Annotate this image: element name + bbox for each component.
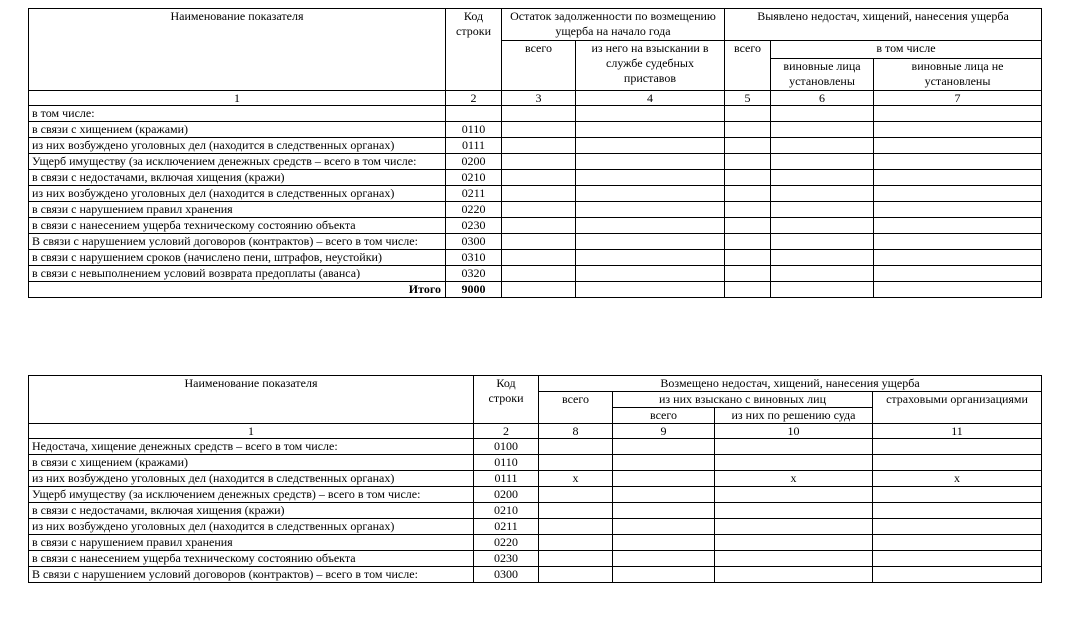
header-comp-total: всего (539, 392, 613, 424)
header-balance-total: всего (502, 41, 576, 91)
value-cell[interactable] (874, 234, 1042, 250)
value-cell[interactable] (771, 186, 874, 202)
row-code: 0111 (474, 471, 539, 487)
total-label: Итого (29, 282, 446, 298)
table-row (29, 106, 1042, 122)
row-code: 0230 (446, 218, 502, 234)
value-cell[interactable] (539, 503, 613, 519)
value-cell[interactable] (576, 202, 725, 218)
table-row (29, 250, 1042, 266)
row-code: 0110 (446, 122, 502, 138)
row-name: Ущерб имуществу (за исключением денежных средств – всего в том числе: (29, 154, 446, 170)
value-cell[interactable] (771, 202, 874, 218)
value-cell[interactable] (874, 170, 1042, 186)
value-cell[interactable] (539, 519, 613, 535)
report-table-compensated (28, 375, 1042, 583)
header-detected-total: всего (725, 41, 771, 91)
value-cell[interactable] (771, 250, 874, 266)
value-cell[interactable] (725, 170, 771, 186)
table-row (29, 535, 1042, 551)
value-cell[interactable] (715, 487, 873, 503)
column-number: 3 (502, 91, 576, 106)
row-name: в связи с нарушением правил хранения (29, 535, 474, 551)
value-cell[interactable] (613, 535, 715, 551)
column-number: 1 (29, 424, 474, 439)
value-cell[interactable] (715, 455, 873, 471)
value-cell[interactable] (576, 234, 725, 250)
row-name: в связи с недостачами, включая хищения (кражи) (29, 503, 474, 519)
row-name: В связи с нарушением условий договоров (контрактов) – всего в том числе: (29, 567, 474, 583)
value-cell[interactable] (771, 218, 874, 234)
row-name: Недостача, хищение денежных средств – всего в том числе: (29, 439, 474, 455)
value-cell[interactable] (873, 551, 1042, 567)
table-row (29, 551, 1042, 567)
value-cell[interactable] (874, 250, 1042, 266)
row-name: в связи с нарушением сроков (начислено пени, штрафов, неустойки) (29, 250, 446, 266)
header-balance: Остаток задолженности по возмещению ущерба на начало года (502, 9, 725, 41)
value-cell[interactable] (725, 202, 771, 218)
value-cell[interactable] (502, 154, 576, 170)
total-row (29, 282, 1042, 298)
table-row (29, 186, 1042, 202)
value-cell[interactable] (771, 138, 874, 154)
value-cell[interactable] (725, 138, 771, 154)
value-cell[interactable] (502, 234, 576, 250)
column-number: 1 (29, 91, 446, 106)
value-cell[interactable] (771, 266, 874, 282)
table-row (29, 202, 1042, 218)
value-cell[interactable] (613, 487, 715, 503)
value-cell[interactable] (873, 487, 1042, 503)
column-number: 2 (474, 424, 539, 439)
column-number: 5 (725, 91, 771, 106)
value-cell[interactable] (874, 218, 1042, 234)
column-number: 7 (874, 91, 1042, 106)
value-cell[interactable] (502, 218, 576, 234)
header-insurance: страховыми организациями (873, 392, 1042, 424)
value-cell[interactable] (576, 138, 725, 154)
value-cell[interactable] (873, 455, 1042, 471)
value-cell[interactable] (539, 455, 613, 471)
value-cell[interactable] (874, 154, 1042, 170)
value-cell[interactable] (539, 535, 613, 551)
row-name: в связи с хищением (кражами) (29, 455, 474, 471)
value-cell[interactable] (873, 567, 1042, 583)
header-culprits-known: виновные лица установлены (771, 59, 874, 91)
value-cell[interactable] (874, 202, 1042, 218)
value-cell[interactable] (576, 250, 725, 266)
row-code: 0110 (474, 455, 539, 471)
table-row (29, 234, 1042, 250)
value-cell[interactable] (502, 122, 576, 138)
table-row (29, 122, 1042, 138)
row-code: 0230 (474, 551, 539, 567)
row-code: 0310 (446, 250, 502, 266)
table-row (29, 439, 1042, 455)
value-cell[interactable] (715, 535, 873, 551)
value-cell[interactable] (874, 122, 1042, 138)
column-number: 11 (873, 424, 1042, 439)
value-cell[interactable] (539, 487, 613, 503)
value-cell[interactable] (502, 138, 576, 154)
table-row (29, 455, 1042, 471)
value-cell[interactable] (725, 250, 771, 266)
header-name: Наименование показателя (29, 376, 474, 424)
header-culprits-unknown: виновные лица не установлены (874, 59, 1042, 91)
value-cell[interactable]: x (715, 471, 873, 487)
value-cell[interactable] (771, 122, 874, 138)
row-code: 0220 (474, 535, 539, 551)
row-code: 0211 (474, 519, 539, 535)
value-cell[interactable] (576, 170, 725, 186)
value-cell[interactable] (771, 154, 874, 170)
value-cell[interactable] (873, 519, 1042, 535)
header-compensated: Возмещено недостач, хищений, нанесения ущерба (539, 376, 1042, 392)
value-cell[interactable] (539, 551, 613, 567)
value-cell[interactable] (576, 218, 725, 234)
value-cell[interactable] (725, 106, 771, 122)
column-number: 2 (446, 91, 502, 106)
value-cell[interactable] (502, 106, 576, 122)
table-row (29, 154, 1042, 170)
column-number: 4 (576, 91, 725, 106)
table-row (29, 138, 1042, 154)
column-numbers-row (29, 424, 1042, 439)
value-cell[interactable] (725, 234, 771, 250)
row-name: в связи с нанесением ущерба техническому состоянию объекта (29, 551, 474, 567)
value-cell[interactable] (725, 122, 771, 138)
value-cell[interactable] (874, 186, 1042, 202)
column-number: 6 (771, 91, 874, 106)
value-cell[interactable] (576, 122, 725, 138)
header-balance-bailiffs: из него на взыскании в службе судебных приставов (576, 41, 725, 91)
value-cell[interactable] (725, 154, 771, 170)
header-name: Наименование показателя (29, 9, 446, 91)
value-cell[interactable] (771, 106, 874, 122)
value-cell[interactable] (715, 551, 873, 567)
value-cell[interactable] (539, 567, 613, 583)
total-code: 9000 (446, 282, 502, 298)
value-cell[interactable] (715, 503, 873, 519)
row-code: 0320 (446, 266, 502, 282)
column-number: 8 (539, 424, 613, 439)
table-row (29, 266, 1042, 282)
row-code: 0210 (474, 503, 539, 519)
row-name: Ущерб имуществу (за исключением денежных средств) – всего в том числе: (29, 487, 474, 503)
table-row (29, 567, 1042, 583)
value-cell[interactable] (502, 170, 576, 186)
row-name: из них возбуждено уголовных дел (находится в следственных органах) (29, 519, 474, 535)
value-cell[interactable] (613, 567, 715, 583)
table-row (29, 170, 1042, 186)
value-cell[interactable] (502, 202, 576, 218)
value-cell[interactable] (873, 503, 1042, 519)
value-cell[interactable] (502, 250, 576, 266)
column-numbers-row (29, 91, 1042, 106)
value-cell[interactable] (576, 154, 725, 170)
row-code: 0300 (446, 234, 502, 250)
value-cell[interactable]: x (539, 471, 613, 487)
value-cell[interactable] (874, 282, 1042, 298)
row-name: в том числе: (29, 106, 446, 122)
header-detected: Выявлено недостач, хищений, нанесения ущерба (725, 9, 1042, 41)
value-cell[interactable] (715, 567, 873, 583)
row-code: 0200 (474, 487, 539, 503)
row-name: В связи с нарушением условий договоров (контрактов) – всего в том числе: (29, 234, 446, 250)
row-name: в связи с невыполнением условий возврата предоплаты (аванса) (29, 266, 446, 282)
value-cell[interactable] (874, 106, 1042, 122)
value-cell[interactable] (539, 439, 613, 455)
value-cell[interactable] (613, 551, 715, 567)
row-name: в связи с нарушением правил хранения (29, 202, 446, 218)
value-cell[interactable] (613, 519, 715, 535)
value-cell[interactable] (576, 266, 725, 282)
value-cell[interactable] (502, 282, 576, 298)
value-cell[interactable] (873, 439, 1042, 455)
row-name: из них возбуждено уголовных дел (находится в следственных органах) (29, 471, 474, 487)
value-cell[interactable] (613, 503, 715, 519)
value-cell[interactable] (613, 455, 715, 471)
value-cell[interactable] (725, 266, 771, 282)
table-row (29, 503, 1042, 519)
table-row (29, 519, 1042, 535)
value-cell[interactable]: x (873, 471, 1042, 487)
column-number: 10 (715, 424, 873, 439)
row-code: 0300 (474, 567, 539, 583)
value-cell[interactable] (576, 282, 725, 298)
value-cell[interactable] (725, 282, 771, 298)
value-cell[interactable] (725, 186, 771, 202)
header-code: Код строки (446, 9, 502, 91)
row-name: в связи с недостачами, включая хищения (кражи) (29, 170, 446, 186)
value-cell[interactable] (576, 186, 725, 202)
header-from-culprits: из них взыскано с виновных лиц (613, 392, 873, 408)
value-cell[interactable] (873, 535, 1042, 551)
column-number: 9 (613, 424, 715, 439)
row-name: из них возбуждено уголовных дел (находится в следственных органах) (29, 186, 446, 202)
table-row (29, 218, 1042, 234)
value-cell[interactable] (771, 282, 874, 298)
row-code: 0211 (446, 186, 502, 202)
table-row (29, 487, 1042, 503)
value-cell[interactable] (613, 471, 715, 487)
table-row (29, 471, 1042, 487)
value-cell[interactable] (771, 234, 874, 250)
value-cell[interactable] (874, 266, 1042, 282)
header-code: Код строки (474, 376, 539, 424)
row-name: в связи с нанесением ущерба техническому состоянию объекта (29, 218, 446, 234)
value-cell[interactable] (715, 439, 873, 455)
value-cell[interactable] (613, 439, 715, 455)
value-cell[interactable] (715, 519, 873, 535)
value-cell[interactable] (874, 138, 1042, 154)
row-code: 0100 (474, 439, 539, 455)
value-cell[interactable] (502, 266, 576, 282)
value-cell[interactable] (576, 106, 725, 122)
row-code: 0111 (446, 138, 502, 154)
row-code: 0220 (446, 202, 502, 218)
header-culprits-total: всего (613, 408, 715, 424)
row-code: 0210 (446, 170, 502, 186)
header-detected-incl: в том числе (771, 41, 1042, 59)
value-cell[interactable] (725, 218, 771, 234)
value-cell[interactable] (771, 170, 874, 186)
value-cell[interactable] (502, 186, 576, 202)
row-code: 0200 (446, 154, 502, 170)
row-name: в связи с хищением (кражами) (29, 122, 446, 138)
report-table-detected (28, 8, 1042, 298)
row-code (446, 106, 502, 122)
header-by-court: из них по решению суда (715, 408, 873, 424)
row-name: из них возбуждено уголовных дел (находится в следственных органах) (29, 138, 446, 154)
